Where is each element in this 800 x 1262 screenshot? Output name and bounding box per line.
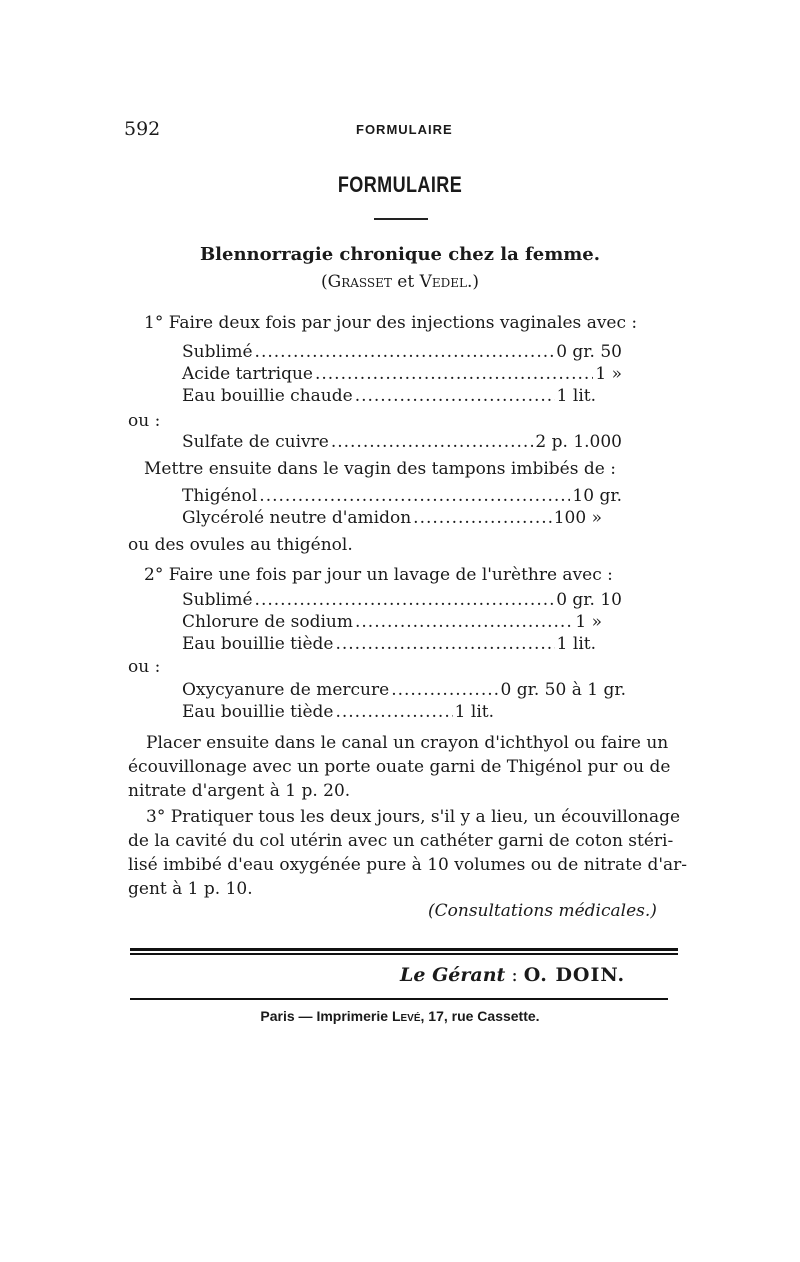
- ingredient-name: Thigénol: [182, 486, 258, 506]
- ingredient-name: Acide tartrique: [182, 364, 313, 384]
- section-subtitle: Blennorragie chronique chez la femme.: [199, 244, 601, 265]
- authors-line: [0, 272, 800, 292]
- step-1: 1° Faire deux fois par jour des injections vaginales avec :: [144, 313, 638, 333]
- recipe-row: [182, 612, 602, 632]
- signature-role: Le Gérant: [400, 964, 506, 986]
- leader-dots: [331, 432, 534, 452]
- imprint-city: Paris — Imprimerie: [260, 1008, 392, 1024]
- ingredient-qty: 1 lit.: [454, 702, 494, 722]
- ingredient-qty: 1 »: [595, 364, 622, 384]
- leader-dots: [335, 634, 554, 654]
- recipe-row: [182, 486, 622, 506]
- paren-close: .): [466, 272, 480, 292]
- ingredient-name: Glycérolé neutre d'amidon: [182, 508, 412, 528]
- signature-name: O. DOIN.: [523, 964, 626, 986]
- page-number: 592: [124, 118, 161, 140]
- ingredient-name: Sublimé: [182, 590, 253, 610]
- ingredient-qty: 2 p. 1.000: [535, 432, 622, 452]
- author-grasset: Grasset: [327, 272, 392, 292]
- recipe-row: [182, 634, 596, 654]
- ingredient-qty: 0 gr. 50 à 1 gr.: [500, 680, 626, 700]
- ingredient-name: Eau bouillie chaude: [182, 386, 353, 406]
- ingredient-qty: 1 lit.: [556, 634, 596, 654]
- recipe-row: [182, 386, 596, 406]
- instruction-line: ou des ovules au thigénol.: [128, 535, 353, 555]
- imprint-line: [0, 1008, 800, 1024]
- paren-open: (: [320, 272, 328, 292]
- paragraph-line: écouvillonage avec un porte ouate garni de Thigénol pur ou de: [128, 757, 671, 777]
- ingredient-qty: 1 »: [575, 612, 602, 632]
- leader-dots: [413, 508, 552, 528]
- recipe-row: [182, 702, 494, 722]
- recipe-row: [182, 508, 602, 528]
- leader-dots: [255, 342, 555, 362]
- double-rule: [130, 948, 678, 955]
- paragraph-line: de la cavité du col utérin avec un cathéter garni de coton stéri-: [128, 831, 674, 851]
- paragraph-line: lisé imbibé d'eau oxygénée pure à 10 volumes ou de nitrate d'ar-: [128, 855, 688, 875]
- recipe-row: [182, 590, 622, 610]
- author-conjunction: et: [391, 272, 420, 292]
- leader-dots: [355, 386, 555, 406]
- imprint-address: , 17, rue Cassette.: [420, 1008, 540, 1024]
- ingredient-qty: 0 gr. 10: [556, 590, 622, 610]
- ingredient-qty: 100 »: [553, 508, 602, 528]
- instruction-line: Mettre ensuite dans le vagin des tampons imbibés de :: [144, 459, 616, 479]
- imprint-printer: Levé: [391, 1008, 421, 1024]
- running-title: FORMULAIRE: [356, 122, 453, 137]
- leader-dots: [315, 364, 593, 384]
- paragraph-line: nitrate d'argent à 1 p. 20.: [128, 781, 351, 801]
- ingredient-name: Sulfate de cuivre: [182, 432, 329, 452]
- title-rule: [374, 218, 428, 220]
- recipe-row: [182, 432, 622, 452]
- recipe-row: [182, 364, 622, 384]
- ingredient-name: Sublimé: [182, 342, 253, 362]
- leader-dots: [355, 612, 573, 632]
- leader-dots: [335, 702, 452, 722]
- bottom-rule: [130, 998, 668, 1000]
- leader-dots: [391, 680, 498, 700]
- leader-dots: [255, 590, 555, 610]
- ingredient-name: Eau bouillie tiède: [182, 702, 334, 722]
- alternative-ou: ou :: [128, 657, 161, 677]
- recipe-row: [182, 342, 622, 362]
- ingredient-qty: 1 lit.: [556, 386, 596, 406]
- step-2: 2° Faire une fois par jour un lavage de l'urèthre avec :: [144, 565, 613, 585]
- ingredient-name: Chlorure de sodium: [182, 612, 353, 632]
- signature-sep: :: [505, 964, 524, 986]
- leader-dots: [259, 486, 570, 506]
- step-3: 3° Pratiquer tous les deux jours, s'il y a lieu, un écouvillonage: [146, 807, 681, 827]
- recipe-row: [182, 680, 626, 700]
- paragraph-line: Placer ensuite dans le canal un crayon d'ichthyol ou faire un: [146, 733, 669, 753]
- ingredient-qty: 0 gr. 50: [556, 342, 622, 362]
- ingredient-name: Eau bouillie tiède: [182, 634, 334, 654]
- author-vedel: Vedel: [419, 272, 467, 292]
- source-citation: (Consultations médicales.): [428, 901, 657, 921]
- paragraph-line: gent à 1 p. 10.: [128, 879, 253, 899]
- signature-line: [400, 964, 625, 986]
- ingredient-qty: 10 gr.: [572, 486, 622, 506]
- alternative-ou: ou :: [128, 411, 161, 431]
- page-title: FORMULAIRE: [337, 172, 463, 197]
- ingredient-name: Oxycyanure de mercure: [182, 680, 390, 700]
